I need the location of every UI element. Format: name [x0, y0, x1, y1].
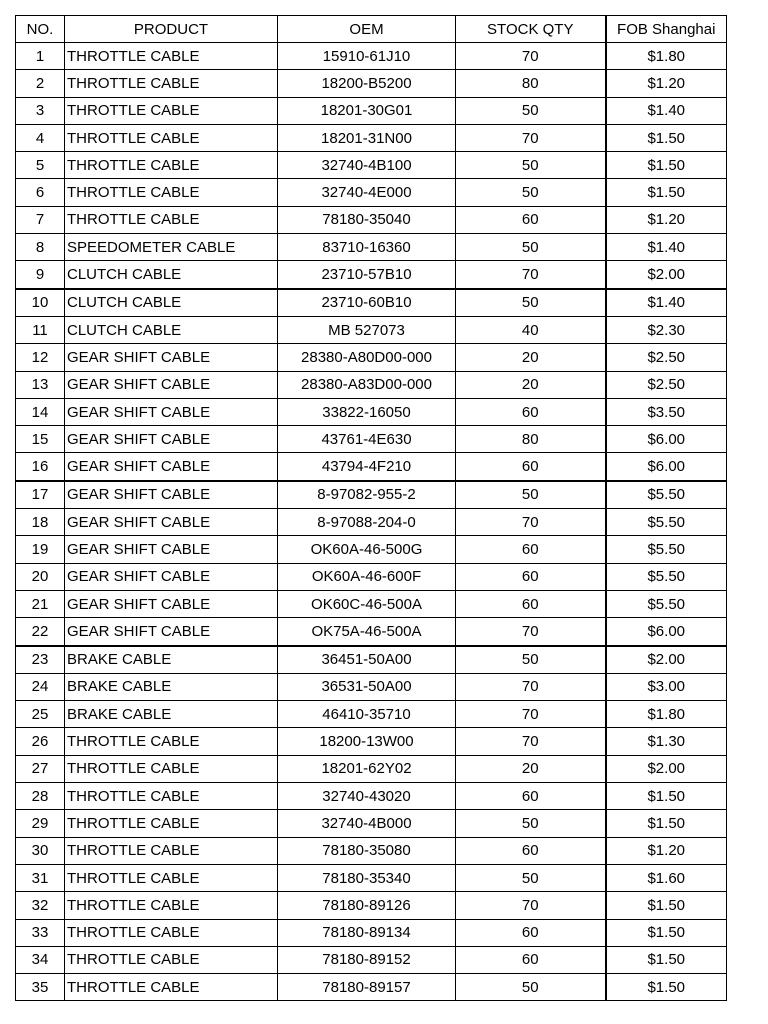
cell-no: 23 [16, 646, 65, 674]
cell-stock-qty: 60 [456, 398, 606, 425]
cell-product: GEAR SHIFT CABLE [65, 536, 278, 563]
cell-fob: $5.50 [606, 536, 727, 563]
cell-fob: $6.00 [606, 453, 727, 481]
cell-stock-qty: 50 [456, 179, 606, 206]
cell-stock-qty: 60 [456, 453, 606, 481]
cell-fob: $1.60 [606, 864, 727, 891]
cell-oem: 78180-35080 [278, 837, 456, 864]
cell-oem: 43794-4F210 [278, 453, 456, 481]
header-no: NO. [16, 16, 65, 43]
cell-fob: $1.30 [606, 728, 727, 755]
cell-fob: $1.40 [606, 289, 727, 317]
table-row [16, 261, 727, 289]
cell-stock-qty: 20 [456, 755, 606, 782]
table-row [16, 590, 727, 617]
cell-fob: $1.50 [606, 152, 727, 179]
cell-product: BRAKE CABLE [65, 701, 278, 728]
table-row [16, 509, 727, 536]
table-row [16, 864, 727, 891]
cell-oem: 78180-89126 [278, 892, 456, 919]
cell-fob: $2.00 [606, 755, 727, 782]
cell-product: CLUTCH CABLE [65, 316, 278, 343]
table-row [16, 783, 727, 810]
cell-product: THROTTLE CABLE [65, 97, 278, 124]
table-row [16, 919, 727, 946]
header-stock-qty: STOCK QTY [456, 16, 606, 43]
cell-oem: OK60C-46-500A [278, 590, 456, 617]
table-row [16, 701, 727, 728]
cell-oem: 36531-50A00 [278, 673, 456, 700]
cell-stock-qty: 40 [456, 316, 606, 343]
cell-oem: 8-97082-955-2 [278, 481, 456, 509]
cell-oem: 28380-A83D00-000 [278, 371, 456, 398]
cell-fob: $1.50 [606, 783, 727, 810]
cell-fob: $2.30 [606, 316, 727, 343]
cell-product: GEAR SHIFT CABLE [65, 426, 278, 453]
cell-stock-qty: 50 [456, 234, 606, 261]
cell-no: 28 [16, 783, 65, 810]
cell-product: CLUTCH CABLE [65, 289, 278, 317]
header-fob: FOB Shanghai [606, 16, 727, 43]
cell-product: THROTTLE CABLE [65, 152, 278, 179]
cell-fob: $1.40 [606, 97, 727, 124]
cell-oem: 78180-89134 [278, 919, 456, 946]
cell-stock-qty: 70 [456, 509, 606, 536]
cell-oem: 28380-A80D00-000 [278, 344, 456, 371]
table-row [16, 70, 727, 97]
cell-no: 26 [16, 728, 65, 755]
cell-fob: $2.00 [606, 261, 727, 289]
header-oem: OEM [278, 16, 456, 43]
cell-stock-qty: 60 [456, 837, 606, 864]
cell-oem: OK75A-46-500A [278, 618, 456, 646]
table-row [16, 398, 727, 425]
cell-fob: $5.50 [606, 563, 727, 590]
cell-oem: 46410-35710 [278, 701, 456, 728]
cell-no: 14 [16, 398, 65, 425]
cell-product: THROTTLE CABLE [65, 206, 278, 233]
cell-product: CLUTCH CABLE [65, 261, 278, 289]
cell-fob: $5.50 [606, 509, 727, 536]
cell-fob: $1.20 [606, 837, 727, 864]
cell-product: GEAR SHIFT CABLE [65, 509, 278, 536]
cell-no: 4 [16, 124, 65, 151]
table-row [16, 974, 727, 1001]
cell-fob: $3.50 [606, 398, 727, 425]
cell-product: THROTTLE CABLE [65, 179, 278, 206]
table-row [16, 728, 727, 755]
table-row [16, 43, 727, 70]
cell-oem: 33822-16050 [278, 398, 456, 425]
cell-fob: $1.50 [606, 810, 727, 837]
cell-stock-qty: 70 [456, 261, 606, 289]
product-stock-table [15, 15, 727, 1001]
cell-product: GEAR SHIFT CABLE [65, 481, 278, 509]
cell-stock-qty: 50 [456, 646, 606, 674]
cell-product: THROTTLE CABLE [65, 837, 278, 864]
cell-fob: $1.50 [606, 946, 727, 973]
cell-no: 19 [16, 536, 65, 563]
cell-no: 21 [16, 590, 65, 617]
table-row [16, 837, 727, 864]
cell-oem: 18200-B5200 [278, 70, 456, 97]
cell-product: THROTTLE CABLE [65, 946, 278, 973]
cell-oem: 32740-4E000 [278, 179, 456, 206]
cell-no: 24 [16, 673, 65, 700]
cell-product: SPEEDOMETER CABLE [65, 234, 278, 261]
cell-stock-qty: 60 [456, 783, 606, 810]
cell-no: 27 [16, 755, 65, 782]
cell-stock-qty: 50 [456, 864, 606, 891]
cell-product: BRAKE CABLE [65, 646, 278, 674]
cell-no: 8 [16, 234, 65, 261]
cell-fob: $5.50 [606, 590, 727, 617]
cell-oem: 18201-62Y02 [278, 755, 456, 782]
cell-no: 1 [16, 43, 65, 70]
cell-fob: $1.80 [606, 43, 727, 70]
cell-oem: OK60A-46-500G [278, 536, 456, 563]
cell-stock-qty: 60 [456, 946, 606, 973]
cell-oem: 23710-60B10 [278, 289, 456, 317]
cell-fob: $2.50 [606, 344, 727, 371]
cell-fob: $1.40 [606, 234, 727, 261]
cell-oem: 36451-50A00 [278, 646, 456, 674]
cell-oem: 18201-30G01 [278, 97, 456, 124]
cell-no: 22 [16, 618, 65, 646]
cell-no: 35 [16, 974, 65, 1001]
cell-product: THROTTLE CABLE [65, 43, 278, 70]
cell-no: 30 [16, 837, 65, 864]
cell-no: 10 [16, 289, 65, 317]
cell-oem: 32740-43020 [278, 783, 456, 810]
cell-oem: 15910-61J10 [278, 43, 456, 70]
cell-no: 33 [16, 919, 65, 946]
table-row [16, 344, 727, 371]
cell-oem: 18201-31N00 [278, 124, 456, 151]
cell-stock-qty: 50 [456, 810, 606, 837]
cell-product: GEAR SHIFT CABLE [65, 344, 278, 371]
cell-fob: $2.50 [606, 371, 727, 398]
cell-stock-qty: 60 [456, 563, 606, 590]
cell-no: 5 [16, 152, 65, 179]
cell-stock-qty: 20 [456, 344, 606, 371]
cell-no: 34 [16, 946, 65, 973]
table-row [16, 618, 727, 646]
table-row [16, 755, 727, 782]
cell-product: THROTTLE CABLE [65, 755, 278, 782]
cell-no: 17 [16, 481, 65, 509]
cell-stock-qty: 60 [456, 536, 606, 563]
cell-product: BRAKE CABLE [65, 673, 278, 700]
cell-no: 2 [16, 70, 65, 97]
table-row [16, 892, 727, 919]
table-row [16, 453, 727, 481]
cell-oem: 78180-35040 [278, 206, 456, 233]
cell-product: THROTTLE CABLE [65, 919, 278, 946]
cell-stock-qty: 50 [456, 974, 606, 1001]
table-row [16, 536, 727, 563]
cell-product: THROTTLE CABLE [65, 70, 278, 97]
cell-product: GEAR SHIFT CABLE [65, 453, 278, 481]
table-row [16, 124, 727, 151]
cell-stock-qty: 50 [456, 97, 606, 124]
cell-oem: 78180-89152 [278, 946, 456, 973]
cell-product: GEAR SHIFT CABLE [65, 590, 278, 617]
header-product: PRODUCT [65, 16, 278, 43]
cell-oem: MB 527073 [278, 316, 456, 343]
cell-fob: $6.00 [606, 426, 727, 453]
cell-oem: 83710-16360 [278, 234, 456, 261]
cell-product: THROTTLE CABLE [65, 974, 278, 1001]
cell-oem: 8-97088-204-0 [278, 509, 456, 536]
table-row [16, 179, 727, 206]
table-row [16, 946, 727, 973]
cell-stock-qty: 60 [456, 590, 606, 617]
cell-oem: 43761-4E630 [278, 426, 456, 453]
cell-stock-qty: 70 [456, 43, 606, 70]
table-row [16, 563, 727, 590]
cell-no: 15 [16, 426, 65, 453]
cell-oem: 78180-89157 [278, 974, 456, 1001]
cell-fob: $3.00 [606, 673, 727, 700]
table-header-row [16, 16, 727, 43]
cell-fob: $1.50 [606, 124, 727, 151]
cell-stock-qty: 60 [456, 919, 606, 946]
cell-oem: 32740-4B100 [278, 152, 456, 179]
cell-oem: 23710-57B10 [278, 261, 456, 289]
cell-product: THROTTLE CABLE [65, 810, 278, 837]
table-row [16, 316, 727, 343]
cell-stock-qty: 50 [456, 152, 606, 179]
cell-fob: $1.80 [606, 701, 727, 728]
cell-stock-qty: 70 [456, 673, 606, 700]
cell-stock-qty: 80 [456, 426, 606, 453]
cell-no: 3 [16, 97, 65, 124]
cell-no: 7 [16, 206, 65, 233]
cell-stock-qty: 80 [456, 70, 606, 97]
table-row [16, 371, 727, 398]
cell-fob: $1.50 [606, 179, 727, 206]
cell-no: 6 [16, 179, 65, 206]
table-row [16, 289, 727, 317]
cell-oem: OK60A-46-600F [278, 563, 456, 590]
cell-product: THROTTLE CABLE [65, 783, 278, 810]
cell-stock-qty: 50 [456, 481, 606, 509]
cell-product: THROTTLE CABLE [65, 864, 278, 891]
cell-product: GEAR SHIFT CABLE [65, 398, 278, 425]
cell-no: 13 [16, 371, 65, 398]
table-row [16, 97, 727, 124]
cell-stock-qty: 70 [456, 701, 606, 728]
cell-product: THROTTLE CABLE [65, 728, 278, 755]
cell-product: THROTTLE CABLE [65, 124, 278, 151]
cell-stock-qty: 70 [456, 124, 606, 151]
cell-fob: $6.00 [606, 618, 727, 646]
cell-stock-qty: 70 [456, 892, 606, 919]
table-row [16, 673, 727, 700]
table-row [16, 426, 727, 453]
table-row [16, 152, 727, 179]
cell-no: 20 [16, 563, 65, 590]
cell-no: 25 [16, 701, 65, 728]
cell-fob: $1.20 [606, 70, 727, 97]
cell-product: GEAR SHIFT CABLE [65, 371, 278, 398]
table-row [16, 234, 727, 261]
cell-product: THROTTLE CABLE [65, 892, 278, 919]
cell-fob: $1.50 [606, 919, 727, 946]
cell-no: 29 [16, 810, 65, 837]
cell-stock-qty: 50 [456, 289, 606, 317]
cell-no: 11 [16, 316, 65, 343]
cell-product: GEAR SHIFT CABLE [65, 618, 278, 646]
cell-no: 9 [16, 261, 65, 289]
cell-stock-qty: 20 [456, 371, 606, 398]
cell-fob: $5.50 [606, 481, 727, 509]
table-body [16, 43, 727, 1001]
cell-fob: $2.00 [606, 646, 727, 674]
table-row [16, 810, 727, 837]
table-row [16, 646, 727, 674]
cell-stock-qty: 70 [456, 728, 606, 755]
cell-fob: $1.50 [606, 974, 727, 1001]
cell-stock-qty: 70 [456, 618, 606, 646]
table-row [16, 206, 727, 233]
cell-oem: 32740-4B000 [278, 810, 456, 837]
cell-no: 18 [16, 509, 65, 536]
cell-no: 31 [16, 864, 65, 891]
cell-no: 16 [16, 453, 65, 481]
table-row [16, 481, 727, 509]
cell-no: 32 [16, 892, 65, 919]
cell-fob: $1.20 [606, 206, 727, 233]
cell-oem: 78180-35340 [278, 864, 456, 891]
cell-stock-qty: 60 [456, 206, 606, 233]
cell-no: 12 [16, 344, 65, 371]
cell-product: GEAR SHIFT CABLE [65, 563, 278, 590]
cell-fob: $1.50 [606, 892, 727, 919]
cell-oem: 18200-13W00 [278, 728, 456, 755]
